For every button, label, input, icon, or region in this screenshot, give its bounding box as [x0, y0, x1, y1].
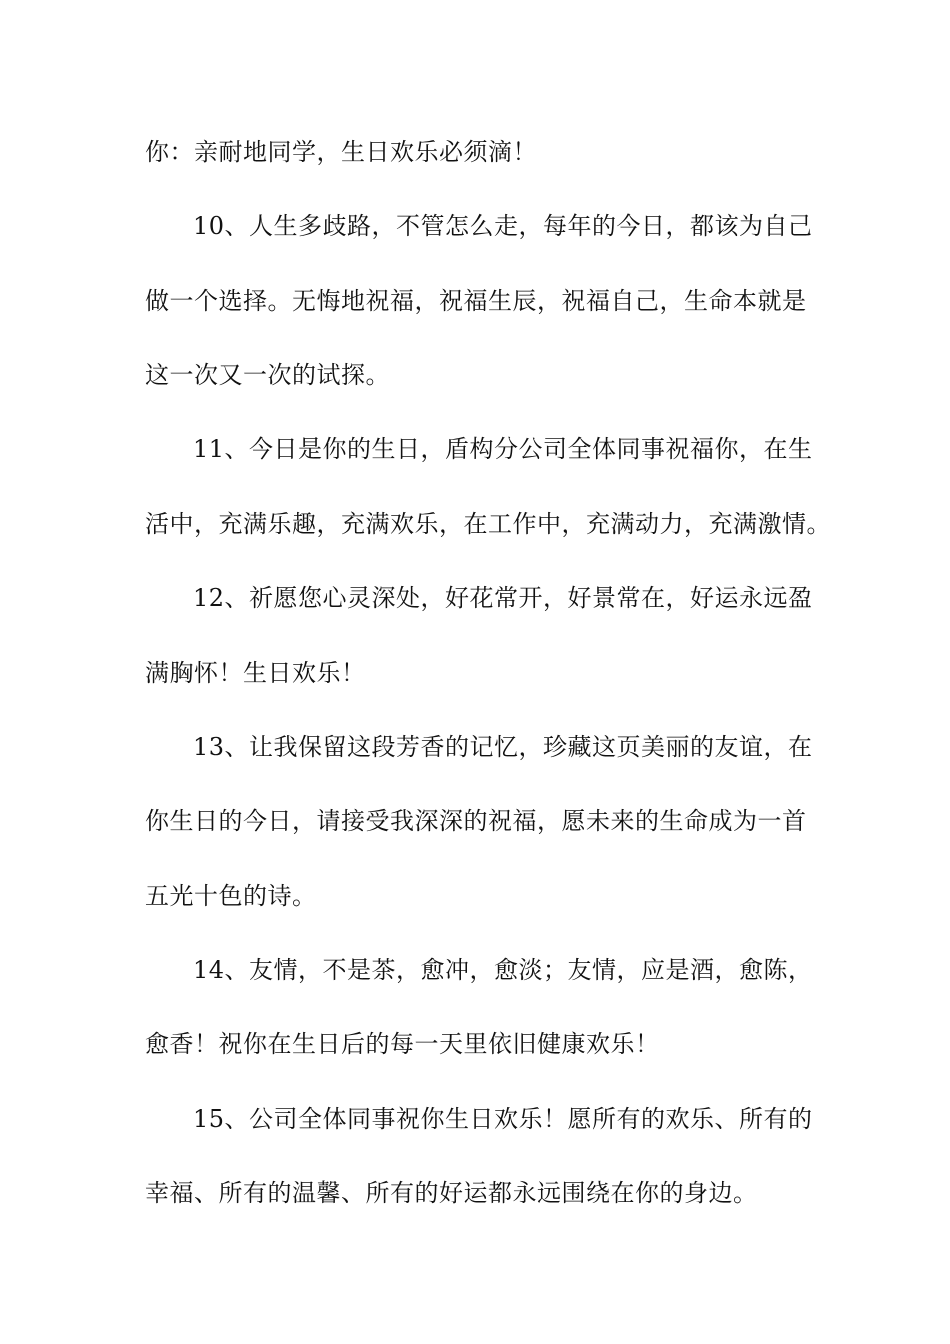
paragraph-13-line-1: 13、让我保留这段芳香的记忆，珍藏这页美丽的友谊，在	[193, 733, 813, 761]
paragraph-11-line-1: 11、今日是你的生日，盾构分公司全体同事祝福你，在生	[193, 435, 813, 463]
paragraph-10-line-3: 这一次又一次的试探。	[145, 361, 390, 389]
paragraph-15-line-1: 15、公司全体同事祝你生日欢乐！愿所有的欢乐、所有的	[193, 1105, 813, 1133]
paragraph-10-line-1: 10、人生多歧路，不管怎么走，每年的今日，都该为自己	[193, 212, 813, 240]
paragraph-12-line-2: 满胸怀！生日欢乐！	[145, 659, 366, 687]
paragraph-11-line-2: 活中，充满乐趣，充满欢乐，在工作中，充满动力，充满激情。	[145, 510, 831, 538]
paragraph-14-line-1: 14、友情，不是茶，愈冲，愈淡；友情，应是酒，愈陈，	[193, 956, 813, 984]
paragraph-15-line-2: 幸福、所有的温馨、所有的好运都永远围绕在你的身边。	[145, 1179, 758, 1207]
paragraph-13-line-2: 你生日的今日，请接受我深深的祝福，愿未来的生命成为一首	[145, 807, 807, 835]
paragraph-14-line-2: 愈香！祝你在生日后的每一天里依旧健康欢乐！	[145, 1030, 660, 1058]
paragraph-13-line-3: 五光十色的诗。	[145, 882, 317, 910]
paragraph-12-line-1: 12、祈愿您心灵深处，好花常开，好景常在，好运永远盈	[193, 584, 813, 612]
text-line: 你：亲耐地同学，生日欢乐必须滴！	[145, 138, 537, 166]
paragraph-10-line-2: 做一个选择。无悔地祝福，祝福生辰，祝福自己，生命本就是	[145, 287, 807, 315]
